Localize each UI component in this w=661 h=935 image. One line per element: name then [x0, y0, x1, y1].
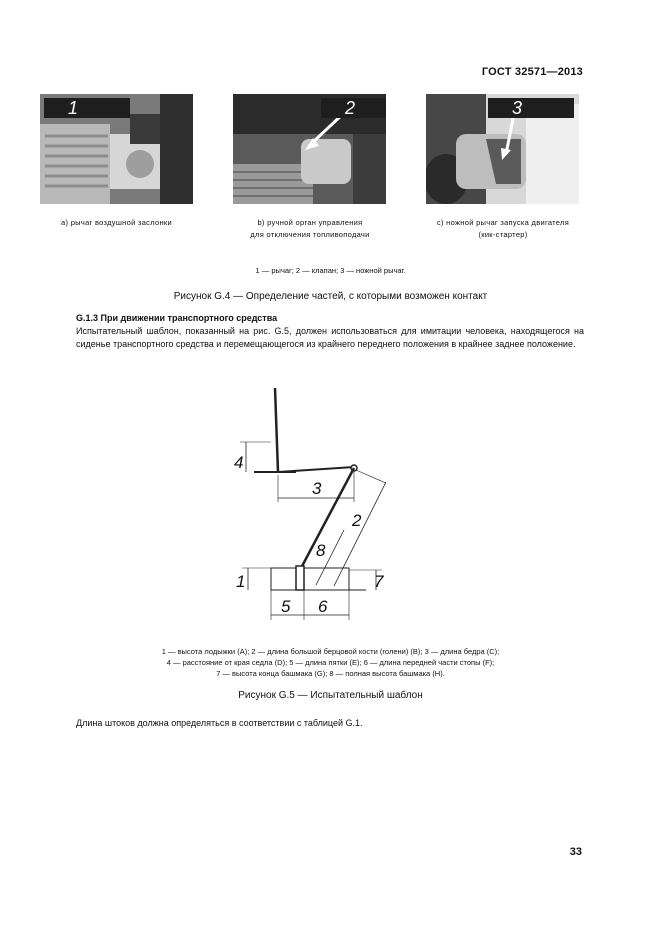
photo-fuel-cutoff [233, 94, 386, 204]
figure-g4-title: Рисунок G.4 — Определение частей, с которыми возможен контакт [173, 291, 488, 302]
label-3: 3 [312, 479, 322, 498]
thigh-rod [278, 467, 354, 472]
figure-g5-title: Рисунок G.5 — Испытательный шаблон [238, 690, 423, 701]
heel-block [296, 566, 304, 590]
legend-line: 4 — расстояние от края седла (D); 5 — длина пятки (Е); 6 — длина передней части стопы (F); [166, 658, 495, 667]
photo-choke-lever [40, 94, 193, 204]
caption-line: b) ручной орган управления [257, 218, 363, 227]
caption-line: а) рычаг воздушной заслонки [61, 218, 172, 227]
photo-number-label: 1 [44, 98, 130, 118]
figure-g4-legend: 1 — рычаг; 2 — клапан; 3 — ножной рычаг. [255, 266, 406, 275]
photo-number-label: 3 [488, 98, 574, 118]
legend-line: 1 — высота лодыжки (А); 2 — длина большой берцовой кости (голени) (В); 3 — длина бедра (С); [161, 647, 500, 656]
label-7: 7 [374, 572, 384, 591]
section-paragraph [76, 325, 584, 351]
shin-rod [300, 468, 354, 570]
closing-text: Длина штоков должна определяться в соответствии с таблицей G.1. [76, 718, 363, 728]
caption-line: c) ножной рычаг запуска двигателя [436, 218, 570, 227]
label-2: 2 [352, 511, 362, 530]
label-5: 5 [281, 597, 291, 616]
page-number: 33 [569, 846, 582, 858]
paragraph-text: Испытательный шаблон, показанный на рис. G.5, должен использоваться для имитации человека, находящегося на сиденье транспортного средства и перемещающегося из крайнего переднего положения в крайнее заднее положение. [76, 326, 584, 349]
figure-g5-legend [0, 646, 661, 679]
standard-header: ГОСТ 32571—2013 [481, 66, 583, 78]
label-6: 6 [318, 597, 328, 616]
label-8: 8 [316, 541, 326, 560]
seat-rod [275, 388, 278, 472]
photo-caption-b [225, 217, 395, 241]
photo-kick-starter [426, 94, 579, 204]
dim-2-ext [356, 470, 386, 484]
section-heading: G.1.3 При движении транспортного средства [76, 313, 278, 323]
caption-line: (кик-стартер) [478, 230, 528, 239]
photo-caption-a [40, 217, 193, 229]
label-4: 4 [234, 453, 244, 472]
test-template-diagram [226, 380, 386, 620]
legend-line: 7 — высота конца башмака (G); 8 — полная высота башмака (Н). [216, 669, 445, 678]
caption-line: для отключения топливоподачи [250, 230, 370, 239]
photo-number-label: 2 [321, 98, 386, 118]
label-1: 1 [236, 572, 246, 591]
photo-caption-c [418, 217, 588, 241]
